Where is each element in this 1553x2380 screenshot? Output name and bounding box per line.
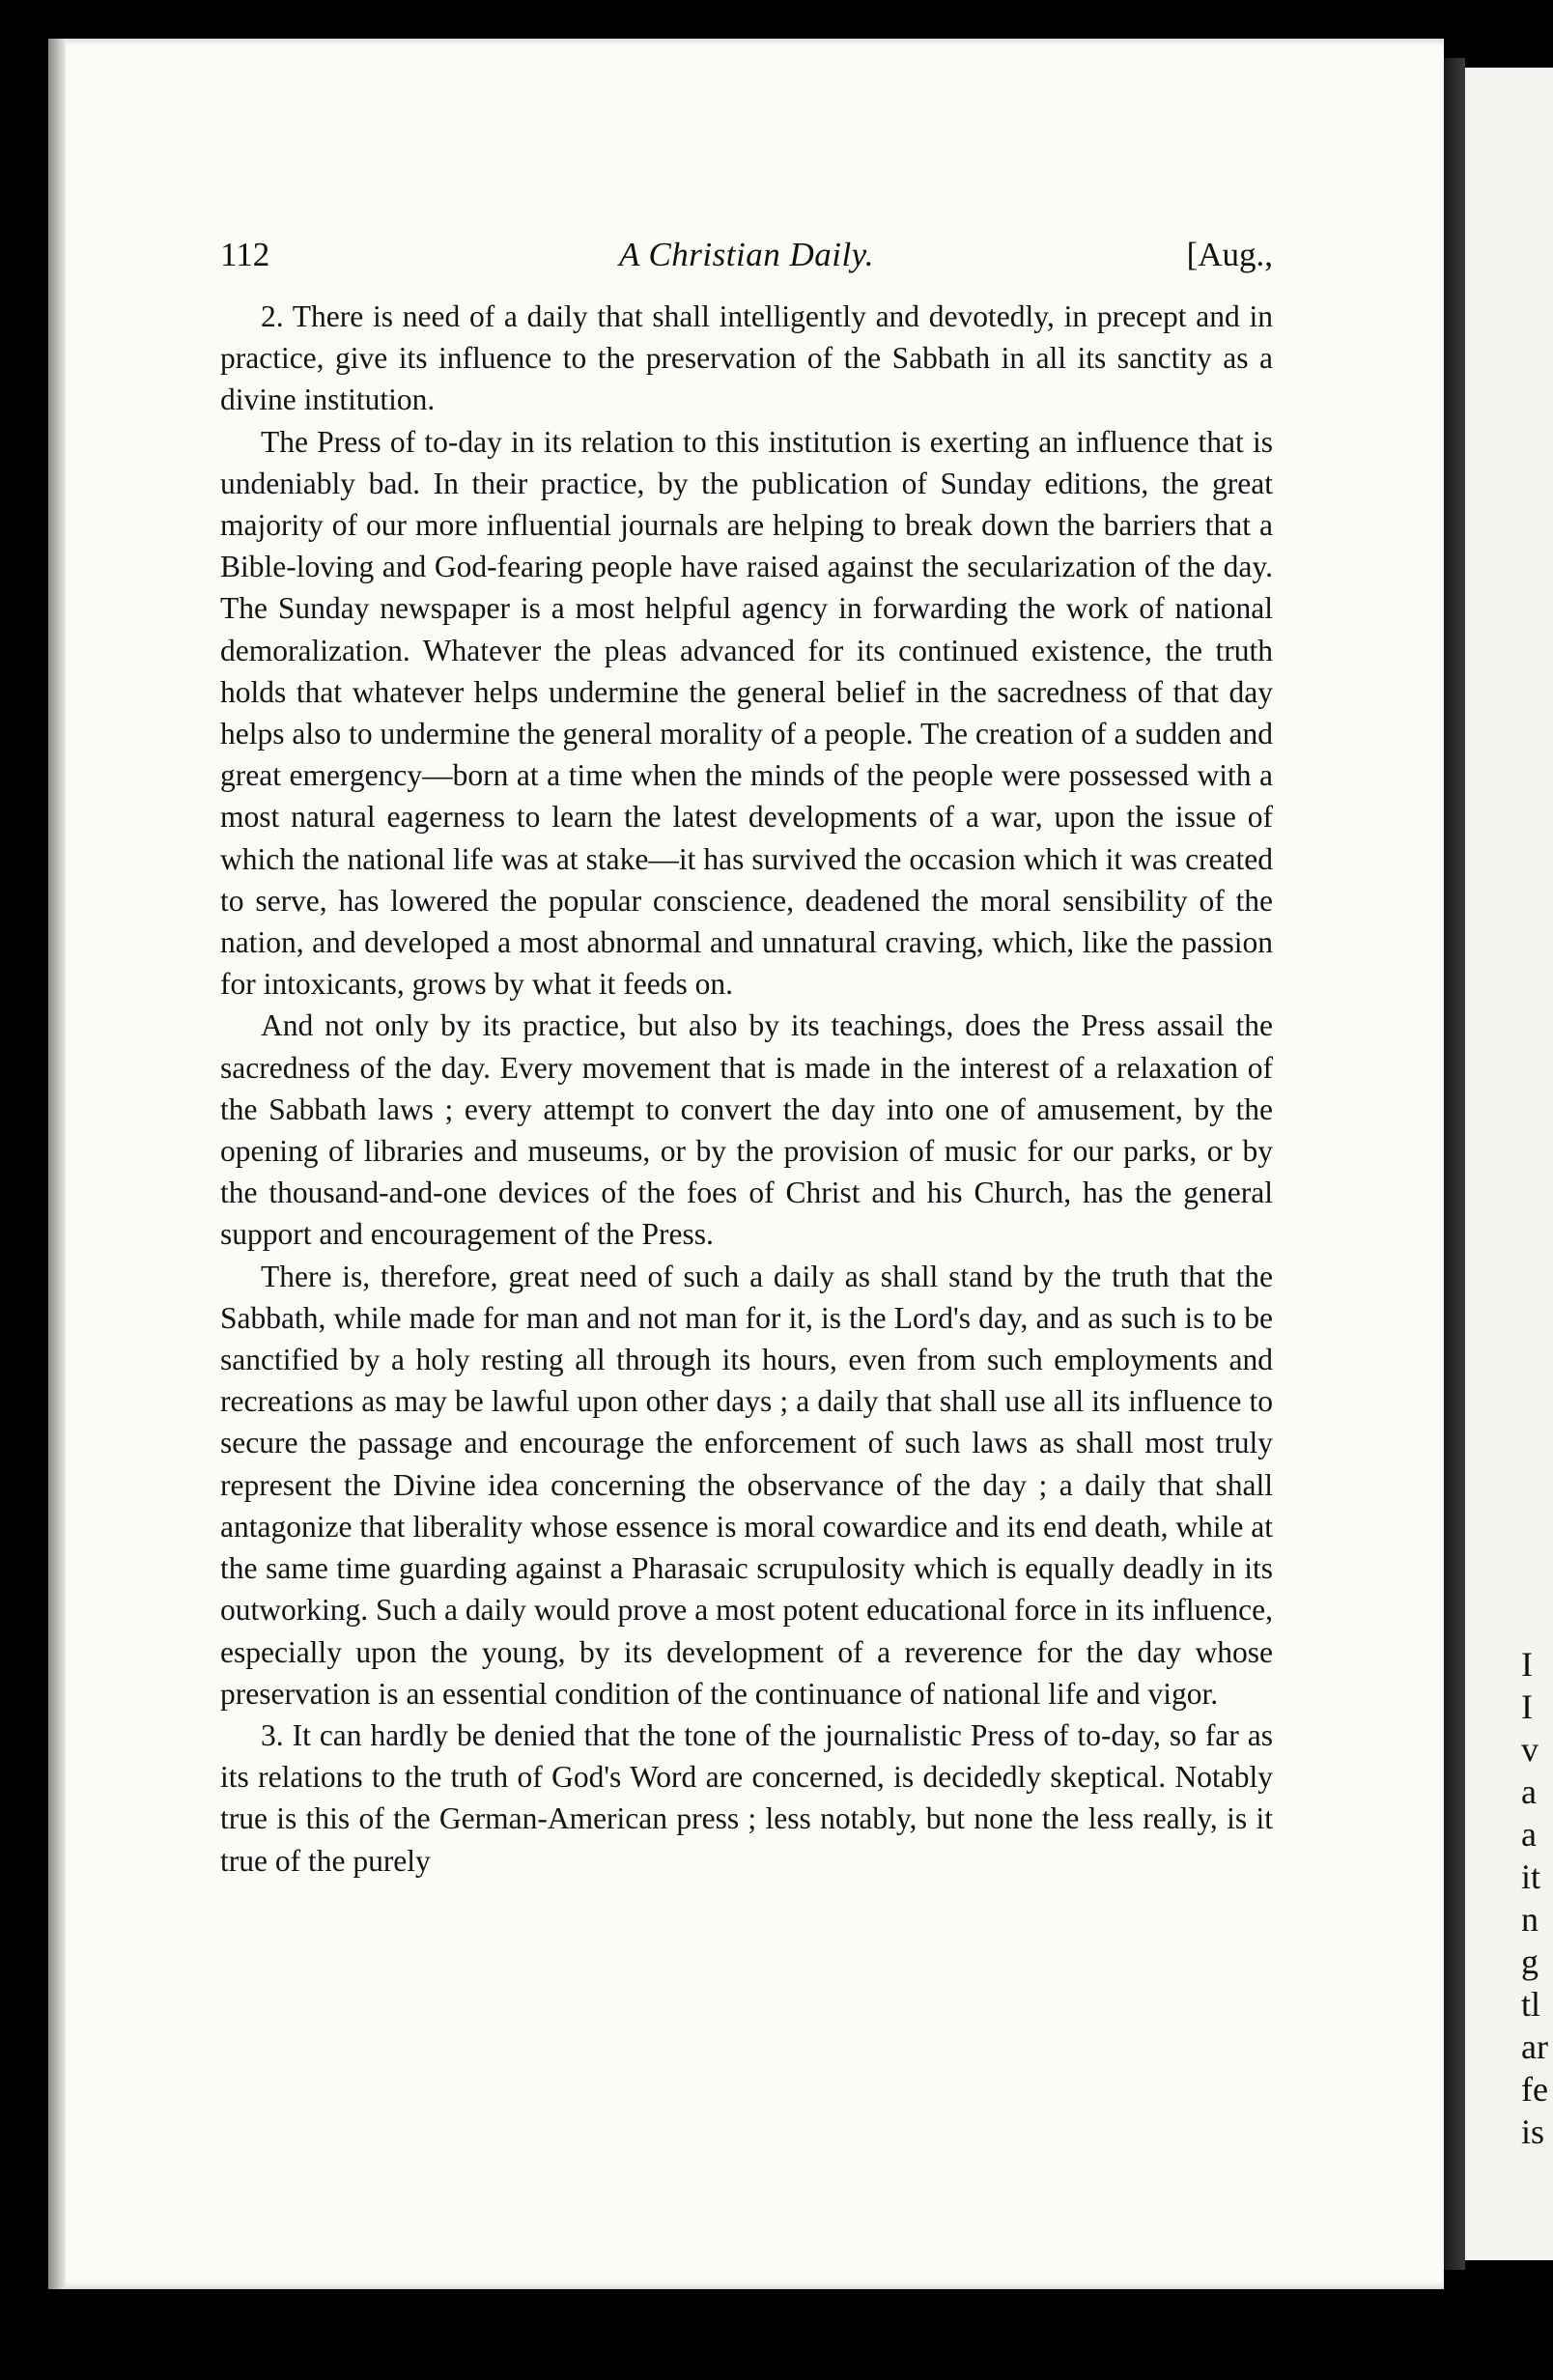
running-header <box>220 236 1273 284</box>
spine-shadow <box>48 39 66 2289</box>
facing-page-fragment: a <box>1521 1815 1537 1854</box>
paragraph-need-for-daily: There is, therefore, great need of such a daily as shall stand by the truth that the Sabbath, while made for man and not man for it, is the Lord's day, and as such is to be sanctified by a holy resting all through its hours, even from such employments and recreations as may be lawful upon other days ; a daily that shall use all its influence to secure the passage and encourage the enforcement of such laws as shall most truly represent the Divine idea concerning the observance of the day ; a daily that shall antagonize that liberality whose essence is moral cowardice and its end death, while at the same time guarding against a Pharasaic scrupulosity which is equally deadly in its outworking. Such a daily would prove a most potent educational force in its influence, especially upon the young, by its development of a reverence for the day whose preservation is an essential condition of the continuance of national life and vigor. <box>220 1259 1273 1711</box>
facing-page-fragment: v <box>1521 1730 1539 1769</box>
facing-page-fragment: g <box>1521 1942 1539 1981</box>
facing-page-fragment: fe <box>1521 2070 1548 2109</box>
facing-page-fragment: tl <box>1521 1985 1541 2024</box>
facing-page-edge <box>1465 68 1553 2260</box>
facing-page-fragment: n <box>1521 1900 1539 1939</box>
running-title: A Christian Daily. <box>618 236 875 273</box>
paragraph-sabbath-need: 2. There is need of a daily that shall intelligently and devotedly, in precept and in practice, give its influence to the preservation of the Sabbath in all its sanctity as a divine institution. <box>220 299 1273 417</box>
paragraph-skeptical-tone: 3. It can hardly be denied that the tone of the journalistic Press of to-day, so far as its relations to the truth of God's Word are concerned, is decidedly skeptical. Notably true is this of the German-American press ; less notably, but none the less really, is it true of the purely <box>220 1717 1273 1878</box>
facing-page-fragment: is <box>1521 2112 1545 2151</box>
page-number: 112 <box>220 236 270 273</box>
facing-page-fragment: ar <box>1521 2027 1548 2066</box>
facing-page-fragment: I <box>1521 1687 1533 1726</box>
paragraph-press-teachings: And not only by its practice, but also by its teachings, does the Press assail the sacredness of the day. Every movement that is made in the interest of a relaxation of the Sabbath laws ; every attempt to convert the day into one of amusement, by the opening of libraries and museums, or by the provision of music for our parks, or by the thousand-and-one devices of the foes of Christ and his Church, has the general support and encouragement of the Press. <box>220 1008 1273 1252</box>
paragraph-press-influence: The Press of to-day in its relation to this institution is exerting an influence that is undeniably bad. In their practice, by the publication of Sunday editions, the great majority of our more influential journals are helping to break down the barriers that a Bible-loving and God-fearing people have raised against the secularization of the day. The Sunday newspaper is a most helpful agency in forwarding the work of national demoralization. Whatever the pleas advanced for its continued existence, the truth holds that whatever helps undermine the general belief in the sacredness of that day helps also to undermine the general morality of a people. The creation of a sudden and great emergency—born at a time when the minds of the people were possessed with a most natural eagerness to learn the latest developments of a war, upon the issue of which the national life was at stake—it has survived the occasion which it was created to serve, has lowered the popular conscience, deadened the moral sensibility of the nation, and developed a most abnormal and unnatural craving, which, like the passion for intoxicants, grows by what it feeds on. <box>220 424 1273 1002</box>
facing-page-fragment: it <box>1521 1857 1541 1896</box>
running-month: [Aug., <box>1186 236 1273 273</box>
facing-page-fragment: I <box>1521 1645 1533 1684</box>
facing-page-fragment: a <box>1521 1772 1537 1811</box>
page-gutter <box>1444 58 1465 2270</box>
body-text <box>220 296 1273 1882</box>
